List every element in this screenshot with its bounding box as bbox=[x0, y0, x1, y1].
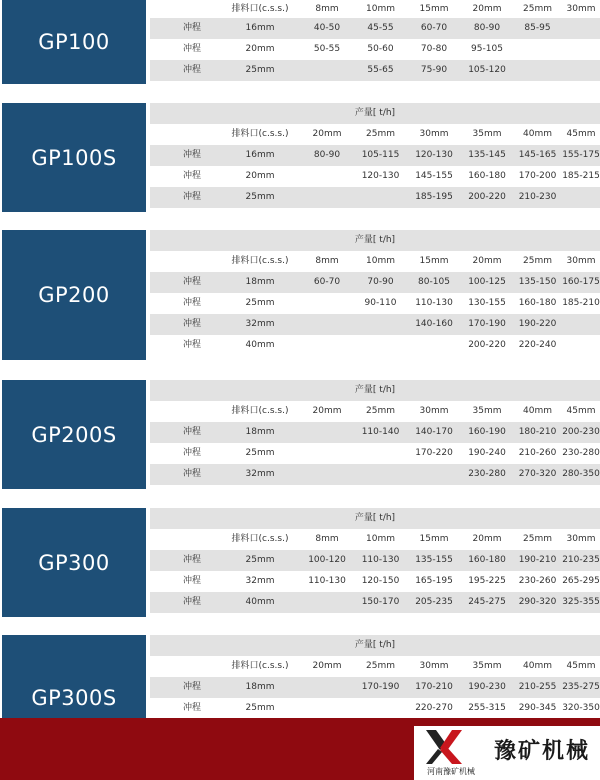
capacity-cell: 120-130 bbox=[415, 150, 453, 160]
stroke-value: 25mm bbox=[245, 65, 275, 75]
capacity-cell bbox=[300, 677, 354, 698]
model-label: GP200 bbox=[2, 230, 146, 360]
spec-block-gp300s bbox=[0, 635, 600, 718]
discharge-label: 排料口(c.s.s.) bbox=[231, 661, 289, 671]
capacity-cell: 100-125 bbox=[468, 277, 506, 287]
size-col: 30mm bbox=[419, 129, 449, 139]
size-col: 25mm bbox=[523, 4, 552, 14]
spec-block-gp200 bbox=[0, 230, 600, 360]
capacity-cell: 155-175 bbox=[562, 150, 600, 160]
capacity-cell: 150-170 bbox=[361, 597, 400, 607]
capacity-cell: 80-105 bbox=[418, 277, 450, 287]
capacity-cell: 160-175 bbox=[562, 277, 600, 287]
capacity-cell: 230-280 bbox=[562, 448, 600, 458]
capacity-cell: 170-190 bbox=[468, 319, 506, 329]
capacity-cell: 140-170 bbox=[415, 427, 453, 437]
capacity-cell: 110-140 bbox=[361, 427, 400, 437]
table-row bbox=[150, 60, 600, 81]
spec-block-gp100s bbox=[0, 103, 600, 212]
capacity-cell: 80-90 bbox=[313, 150, 341, 160]
capacity-cell: 95-105 bbox=[471, 44, 503, 54]
sub-header-row bbox=[150, 251, 600, 272]
stroke-value: 32mm bbox=[245, 469, 275, 479]
capacity-table bbox=[150, 380, 600, 485]
table-row bbox=[150, 39, 600, 60]
capacity-cell bbox=[300, 592, 354, 613]
capacity-cell bbox=[300, 698, 354, 718]
size-col: 45mm bbox=[566, 129, 596, 139]
stroke-label: 冲程 bbox=[182, 597, 201, 607]
stroke-value: 32mm bbox=[245, 319, 275, 329]
table-row bbox=[150, 272, 600, 293]
capacity-cell: 45-55 bbox=[367, 23, 394, 33]
table-row bbox=[150, 145, 600, 166]
size-col: 30mm bbox=[566, 534, 596, 544]
table-row bbox=[150, 422, 600, 443]
capacity-cell: 160-180 bbox=[468, 171, 506, 181]
stroke-label: 冲程 bbox=[182, 23, 201, 33]
capacity-cell bbox=[300, 314, 354, 335]
capacity-cell: 210-235 bbox=[562, 555, 600, 565]
stroke-value: 18mm bbox=[245, 682, 275, 692]
capacity-cell bbox=[562, 314, 600, 335]
capacity-cell bbox=[300, 443, 354, 464]
size-col: 35mm bbox=[472, 129, 502, 139]
capacity-cell: 205-235 bbox=[415, 597, 453, 607]
size-col: 15mm bbox=[419, 534, 449, 544]
capacity-cell: 40-50 bbox=[313, 23, 341, 33]
discharge-label: 排料口(c.s.s.) bbox=[231, 256, 289, 266]
stroke-label: 冲程 bbox=[182, 448, 201, 458]
discharge-label: 排料口(c.s.s.) bbox=[231, 534, 289, 544]
stroke-label: 冲程 bbox=[182, 150, 201, 160]
size-col: 20mm bbox=[472, 4, 502, 14]
stroke-label: 冲程 bbox=[182, 555, 201, 565]
stroke-value: 18mm bbox=[245, 427, 275, 437]
capacity-cell bbox=[354, 187, 407, 208]
stroke-label: 冲程 bbox=[182, 682, 201, 692]
capacity-cell: 200-220 bbox=[468, 340, 506, 350]
stroke-label: 冲程 bbox=[182, 277, 201, 287]
size-col: 25mm bbox=[366, 661, 395, 671]
capacity-cell: 90-110 bbox=[364, 298, 397, 308]
table-row bbox=[150, 571, 600, 592]
stroke-label: 冲程 bbox=[182, 427, 201, 437]
capacity-cell: 105-115 bbox=[361, 150, 400, 160]
capacity-cell bbox=[354, 314, 407, 335]
logo-subtitle: 河南豫矿机械 bbox=[427, 767, 475, 776]
model-label: GP300S bbox=[2, 635, 146, 718]
size-col: 20mm bbox=[312, 129, 342, 139]
capacity-cell: 190-240 bbox=[468, 448, 506, 458]
capacity-cell: 135-150 bbox=[518, 277, 557, 287]
stroke-label: 冲程 bbox=[182, 576, 201, 586]
sub-header-row bbox=[150, 656, 600, 677]
sub-header-row bbox=[150, 124, 600, 145]
stroke-label: 冲程 bbox=[182, 319, 201, 329]
capacity-cell: 55-65 bbox=[367, 65, 394, 75]
size-col: 25mm bbox=[523, 534, 552, 544]
stroke-label: 冲程 bbox=[182, 65, 201, 75]
capacity-cell bbox=[300, 187, 354, 208]
size-col: 10mm bbox=[366, 4, 395, 14]
size-col: 35mm bbox=[472, 406, 502, 416]
capacity-cell: 210-260 bbox=[518, 448, 557, 458]
size-col: 30mm bbox=[566, 256, 596, 266]
stroke-value: 16mm bbox=[245, 23, 275, 33]
logo-mark-icon bbox=[422, 728, 466, 766]
size-col: 20mm bbox=[472, 534, 502, 544]
capacity-cell: 70-80 bbox=[420, 44, 448, 54]
capacity-cell: 210-255 bbox=[518, 682, 557, 692]
capacity-cell: 170-190 bbox=[361, 682, 400, 692]
capacity-cell bbox=[407, 464, 461, 485]
capacity-cell bbox=[407, 335, 461, 356]
model-label: GP100 bbox=[2, 0, 146, 84]
discharge-label: 排料口(c.s.s.) bbox=[231, 406, 289, 416]
size-col: 15mm bbox=[419, 4, 449, 14]
table-row bbox=[150, 550, 600, 571]
discharge-label: 排料口(c.s.s.) bbox=[231, 4, 289, 14]
size-col: 35mm bbox=[472, 661, 502, 671]
capacity-cell bbox=[354, 464, 407, 485]
capacity-header: 产量[ t/h] bbox=[354, 235, 396, 245]
capacity-cell: 110-130 bbox=[308, 576, 346, 586]
size-col: 15mm bbox=[419, 256, 449, 266]
capacity-cell: 140-160 bbox=[415, 319, 453, 329]
capacity-cell bbox=[300, 464, 354, 485]
capacity-table bbox=[150, 230, 600, 356]
capacity-cell: 50-60 bbox=[367, 44, 394, 54]
capacity-cell: 265-295 bbox=[562, 576, 600, 586]
capacity-cell bbox=[354, 335, 407, 356]
size-col: 8mm bbox=[315, 534, 339, 544]
capacity-cell: 255-315 bbox=[468, 703, 506, 713]
capacity-cell: 70-90 bbox=[367, 277, 394, 287]
header-row bbox=[150, 103, 600, 124]
table-row bbox=[150, 335, 600, 356]
capacity-cell: 75-90 bbox=[420, 65, 448, 75]
capacity-header: 产量[ t/h] bbox=[354, 385, 396, 395]
stroke-label: 冲程 bbox=[182, 703, 201, 713]
stroke-value: 16mm bbox=[245, 150, 275, 160]
capacity-cell bbox=[562, 335, 600, 356]
size-col: 30mm bbox=[419, 661, 449, 671]
company-logo bbox=[414, 726, 600, 780]
stroke-value: 20mm bbox=[245, 171, 275, 181]
capacity-table bbox=[150, 103, 600, 208]
table-row bbox=[150, 592, 600, 613]
size-col: 20mm bbox=[312, 661, 342, 671]
discharge-label: 排料口(c.s.s.) bbox=[231, 129, 289, 139]
size-col: 40mm bbox=[523, 661, 552, 671]
stroke-label: 冲程 bbox=[182, 44, 201, 54]
spec-block-gp200s bbox=[0, 380, 600, 489]
stroke-label: 冲程 bbox=[182, 298, 201, 308]
table-row bbox=[150, 698, 600, 718]
capacity-cell: 280-350 bbox=[562, 469, 600, 479]
capacity-cell: 220-270 bbox=[415, 703, 453, 713]
stroke-label: 冲程 bbox=[182, 469, 201, 479]
table-row bbox=[150, 166, 600, 187]
capacity-cell: 195-225 bbox=[468, 576, 506, 586]
capacity-cell: 200-220 bbox=[468, 192, 506, 202]
capacity-cell: 210-230 bbox=[518, 192, 557, 202]
spec-block-gp300 bbox=[0, 508, 600, 617]
stroke-value: 25mm bbox=[245, 192, 275, 202]
size-col: 8mm bbox=[315, 256, 339, 266]
stroke-value: 25mm bbox=[245, 448, 275, 458]
size-col: 40mm bbox=[523, 129, 552, 139]
capacity-cell: 220-240 bbox=[518, 340, 557, 350]
stroke-label: 冲程 bbox=[182, 171, 201, 181]
capacity-cell: 120-150 bbox=[361, 576, 400, 586]
capacity-cell: 135-155 bbox=[415, 555, 453, 565]
capacity-cell: 145-165 bbox=[518, 150, 557, 160]
capacity-cell: 100-120 bbox=[308, 555, 346, 565]
capacity-cell: 170-210 bbox=[415, 682, 453, 692]
capacity-cell: 190-220 bbox=[518, 319, 557, 329]
model-label: GP300 bbox=[2, 508, 146, 617]
size-col: 20mm bbox=[312, 406, 342, 416]
sub-header-row bbox=[150, 401, 600, 422]
table-row bbox=[150, 293, 600, 314]
capacity-cell: 85-95 bbox=[524, 23, 551, 33]
capacity-cell: 185-215 bbox=[562, 171, 600, 181]
stroke-value: 40mm bbox=[245, 340, 275, 350]
capacity-cell: 110-130 bbox=[361, 555, 400, 565]
capacity-header: 产量[ t/h] bbox=[354, 513, 396, 523]
header-row bbox=[150, 230, 600, 251]
table-row bbox=[150, 18, 600, 39]
stroke-label: 冲程 bbox=[182, 192, 201, 202]
capacity-cell: 170-220 bbox=[415, 448, 453, 458]
header-row bbox=[150, 635, 600, 656]
capacity-cell: 130-155 bbox=[468, 298, 506, 308]
model-label: GP100S bbox=[2, 103, 146, 212]
capacity-cell: 120-130 bbox=[361, 171, 400, 181]
capacity-cell: 135-145 bbox=[468, 150, 506, 160]
capacity-cell: 230-280 bbox=[468, 469, 506, 479]
size-col: 30mm bbox=[419, 406, 449, 416]
capacity-cell bbox=[354, 698, 407, 718]
table-row bbox=[150, 314, 600, 335]
size-col: 45mm bbox=[566, 661, 596, 671]
capacity-table bbox=[150, 635, 600, 718]
capacity-cell: 290-320 bbox=[518, 597, 557, 607]
capacity-header: 产量[ t/h] bbox=[354, 640, 396, 650]
capacity-cell: 60-70 bbox=[313, 277, 341, 287]
header-row bbox=[150, 380, 600, 401]
size-col: 10mm bbox=[366, 534, 395, 544]
capacity-cell: 320-350 bbox=[562, 703, 600, 713]
capacity-cell bbox=[513, 39, 562, 60]
capacity-cell: 245-275 bbox=[468, 597, 506, 607]
capacity-cell: 50-55 bbox=[313, 44, 341, 54]
capacity-cell: 165-195 bbox=[415, 576, 453, 586]
capacity-cell: 145-155 bbox=[415, 171, 453, 181]
capacity-cell: 160-180 bbox=[468, 555, 506, 565]
table-row bbox=[150, 464, 600, 485]
capacity-cell: 185-195 bbox=[415, 192, 453, 202]
stroke-label: 冲程 bbox=[182, 340, 201, 350]
capacity-cell bbox=[300, 293, 354, 314]
capacity-cell: 160-180 bbox=[518, 298, 557, 308]
capacity-cell: 230-260 bbox=[518, 576, 557, 586]
capacity-cell: 325-355 bbox=[562, 597, 600, 607]
sub-header-row bbox=[150, 0, 600, 18]
capacity-cell: 190-210 bbox=[518, 555, 557, 565]
capacity-cell: 190-230 bbox=[468, 682, 506, 692]
capacity-cell bbox=[562, 18, 600, 39]
capacity-cell: 105-120 bbox=[468, 65, 506, 75]
company-name: 豫矿机械 bbox=[494, 739, 591, 764]
capacity-cell: 235-275 bbox=[562, 682, 600, 692]
size-col: 45mm bbox=[566, 406, 596, 416]
capacity-cell bbox=[354, 443, 407, 464]
stroke-value: 32mm bbox=[245, 576, 275, 586]
header-row bbox=[150, 508, 600, 529]
model-label: GP200S bbox=[2, 380, 146, 489]
sub-header-row bbox=[150, 529, 600, 550]
size-col: 30mm bbox=[566, 4, 596, 14]
capacity-cell bbox=[300, 422, 354, 443]
capacity-table bbox=[150, 0, 600, 81]
size-col: 25mm bbox=[366, 406, 395, 416]
stroke-value: 20mm bbox=[245, 44, 275, 54]
capacity-cell bbox=[562, 60, 600, 81]
size-col: 25mm bbox=[366, 129, 395, 139]
capacity-cell bbox=[300, 166, 354, 187]
size-col: 10mm bbox=[366, 256, 395, 266]
capacity-cell: 180-210 bbox=[518, 427, 557, 437]
capacity-cell: 170-200 bbox=[518, 171, 557, 181]
capacity-cell: 185-210 bbox=[562, 298, 600, 308]
stroke-value: 25mm bbox=[245, 703, 275, 713]
stroke-value: 25mm bbox=[245, 555, 275, 565]
capacity-cell: 110-130 bbox=[415, 298, 453, 308]
table-row bbox=[150, 187, 600, 208]
stroke-value: 18mm bbox=[245, 277, 275, 287]
stroke-value: 25mm bbox=[245, 298, 275, 308]
capacity-cell bbox=[300, 335, 354, 356]
capacity-header: 产量[ t/h] bbox=[354, 108, 396, 118]
size-col: 40mm bbox=[523, 406, 552, 416]
capacity-cell: 290-345 bbox=[518, 703, 557, 713]
capacity-cell bbox=[562, 187, 600, 208]
capacity-cell: 200-230 bbox=[562, 427, 600, 437]
size-col: 20mm bbox=[472, 256, 502, 266]
capacity-cell bbox=[513, 60, 562, 81]
capacity-cell: 60-70 bbox=[420, 23, 448, 33]
size-col: 8mm bbox=[315, 4, 339, 14]
capacity-cell: 270-320 bbox=[518, 469, 557, 479]
stroke-value: 40mm bbox=[245, 597, 275, 607]
table-row bbox=[150, 443, 600, 464]
capacity-cell: 80-90 bbox=[473, 23, 501, 33]
size-col: 25mm bbox=[523, 256, 552, 266]
capacity-table bbox=[150, 508, 600, 613]
capacity-cell: 160-190 bbox=[468, 427, 506, 437]
capacity-cell bbox=[562, 39, 600, 60]
table-row bbox=[150, 677, 600, 698]
spec-block-gp100 bbox=[0, 0, 600, 84]
capacity-cell bbox=[300, 60, 354, 81]
